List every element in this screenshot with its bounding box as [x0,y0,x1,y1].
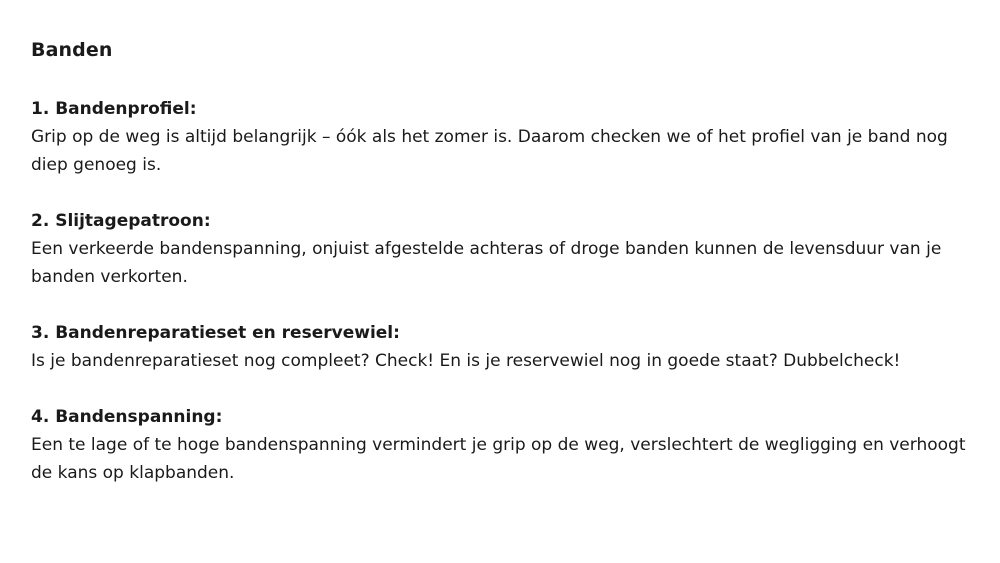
section-bandenprofiel [31,95,970,179]
section-heading: 4. Bandenspanning: [31,407,223,427]
section-heading: 3. Bandenreparatieset en reservewiel: [31,323,400,343]
section-heading: 2. Slijtagepatroon: [31,211,211,231]
section-body: Een te lage of te hoge bandenspanning vermindert je grip op de weg, verslechtert de wegligging en verhoogt de kans op klapbanden. [31,435,966,483]
section-body: Grip op de weg is altijd belangrijk – óók als het zomer is. Daarom checken we of het profiel van je band nog diep genoeg is. [31,127,948,175]
section-body: Is je bandenreparatieset nog compleet? Check! En is je reservewiel nog in goede staat? Dubbelcheck! [31,351,901,371]
section-bandenspanning [31,403,970,487]
section-slijtagepatroon [31,207,970,291]
section-heading: 1. Bandenprofiel: [31,99,197,119]
section-bandenreparatieset [31,319,970,375]
section-body: Een verkeerde bandenspanning, onjuist afgestelde achteras of droge banden kunnen de levensduur van je banden verkorten. [31,239,942,287]
page-title: Banden [31,39,113,61]
